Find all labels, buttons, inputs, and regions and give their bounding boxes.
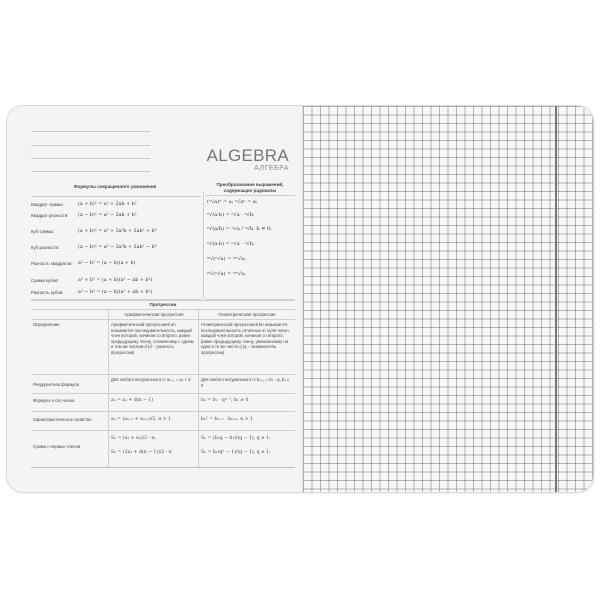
row-label: Определение [33,322,60,327]
formula-label: Квадрат суммы: [31,201,64,207]
radical-formula: ⁿ√(a/b) = ⁿ√a / ⁿ√b, b ≠ 0; [207,226,272,232]
row-label: Формула n-ого члена [33,398,75,403]
divider [31,467,295,468]
formula-row [31,258,201,268]
radicals-heading-line: Преобразование выражений, [216,182,284,187]
formula-row [31,210,201,220]
cover-subtitle: АЛГЕБРА [254,165,289,172]
formula: (a + b)³ = a³ + 3a²b + 3ab² + b³ [78,228,157,234]
divider [31,309,295,310]
name-line [31,145,150,146]
formula: a³ − b³ = (a − b)(a² + ab + b²) [78,289,153,295]
radicals-heading-line: содержащих радикалы [223,187,277,193]
divider [31,411,295,412]
radicals-heading [205,182,295,193]
formula-label: Квадрат разности: [31,212,69,218]
radical-formula: ⁿ√(a·b) = ⁿ√a · ⁿ√b; [207,212,255,218]
formula-label: Куб разности: [31,244,60,250]
column-header-geometric: Геометрическая прогрессия [218,312,276,317]
formula-label: Куб суммы: [31,228,55,234]
divider [31,374,295,375]
formula-label: Сумма кубов: [31,277,59,283]
radical-formula: ᵐ√(ⁿ√a) = ᵐⁿ√a; [207,256,246,262]
row-label: Сумма n первых членов [33,444,81,449]
arithmetic-recurrent: Для любого натурального n: aₙ₊₁ = aₙ + d [111,377,191,382]
geometric-nth-term: bₙ = b₁ · qⁿ⁻¹, b₁ ≠ 0 [201,398,249,403]
name-line [31,158,150,159]
radical-formula: (ⁿ√a)ⁿ = a; ⁿ√aⁿ = a; [207,199,258,205]
geometric-sum-1: Sₙ = (bₙq − b₁)/(q − 1), q ≠ 1; [201,436,271,441]
arithmetic-characteristic: aₙ = (aₙ₋₁ + aₙ₊₁)/2, n > 1 [111,417,171,422]
divider [31,393,295,394]
name-line [31,171,150,172]
formula: (a − b)² = a² − 2ab + b² [78,212,137,218]
divider [198,309,199,467]
formula: (a + b)² = a² + 2ab + b² [78,201,137,207]
divider [31,430,295,431]
radical-formula: ⁿ√(a·b) = ⁿ√a · ⁿ√b; [207,241,255,247]
grid-page [303,106,593,492]
geometric-recurrent: Для любого натурального n: bₙ₊₁ = bₙ · q, bₙ ≠ 0 [201,377,290,388]
row-label: Характеристическое свойство [33,417,92,422]
cover-page [7,106,303,492]
formula: (a − b)³ = a³ − 3a²b + 3ab² − b³ [78,244,157,250]
formula-row [31,242,201,252]
column-header-arithmetic: Арифметическая прогрессия [124,312,184,317]
cover-title: ALGEBRA [206,146,289,165]
formula: a² − b² = (a − b)(a + b) [78,260,136,266]
row-label: Рекуррентная формула [33,382,79,387]
progressions-heading: Прогрессии [149,302,177,307]
formula-label: Разность кубов: [31,289,64,295]
divider [31,319,295,320]
divider [203,192,204,299]
margin-line [555,106,557,492]
radical-formula: ᵐ√(ⁿ√a) = ᵐⁿ√a; [207,271,246,277]
notebook-spread [7,106,593,492]
formula-row [31,287,201,297]
geometric-sum-2: Sₙ = b₁(qⁿ − 1)/(q − 1), q ≠ 1; [201,450,271,455]
arithmetic-definition: Арифметической прогрессией an называется последовательность, каждый член которой, начиная со второго, равен предыдущему члену, сложенному с одним и тем же числом d (d − разность прогрессии) [111,322,194,355]
arithmetic-nth-term: aₙ = a₁ + d(n − 1) [111,398,154,403]
formula-row [31,199,201,209]
divider [205,195,295,196]
geometric-definition: Геометрической прогрессией bn называется последовательность отличных от нуля чисел, каждый член которой, начиная со второго, равен предыдущему члену, умноженному на одно и то же число q (q − знаменатель прогрессии) [201,322,290,355]
arithmetic-sum-1: Sₙ = (a₁ + aₙ)/2 · n; [111,436,156,441]
divider [108,309,109,467]
formula-row [31,275,201,285]
divider [31,196,201,197]
arithmetic-sum-2: Sₙ = (2a₁ + d(n − 1))/2 · n [111,450,172,455]
formula: a³ + b³ = (a + b)(a² − ab + b²) [78,277,153,283]
abbreviated-formulas-heading: Формулы сокращенного умножения [73,184,157,189]
formula-label: Разность квадратов: [31,260,73,266]
divider [31,300,295,301]
formula-row [31,226,201,236]
name-line [31,131,150,132]
geometric-characteristic: bₙ² = bₙ₋₁ · bₙ₊₁, n > 1 [201,417,253,422]
